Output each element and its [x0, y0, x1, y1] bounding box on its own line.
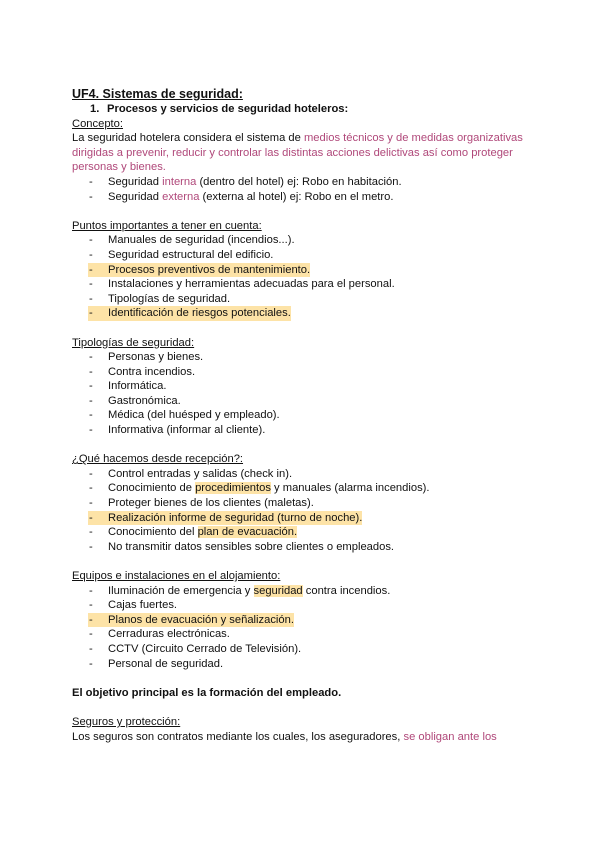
- list-item: [72, 423, 542, 438]
- dash-bullet: -: [89, 365, 93, 378]
- seguros-heading: Seguros y protección:: [72, 715, 181, 728]
- list-item: [72, 365, 542, 380]
- section-number: 1.: [90, 103, 100, 115]
- item-text: Conocimiento del: [108, 526, 198, 539]
- item-text: Planos de evacuación y señalización.: [108, 613, 294, 626]
- list-item: [72, 350, 542, 365]
- dash-bullet: -: [89, 482, 93, 495]
- list-item: [72, 627, 542, 642]
- concepto-heading: Concepto:: [72, 117, 123, 130]
- list-item: [72, 394, 542, 409]
- item-text: Médica (del huésped y empleado).: [108, 409, 280, 422]
- objetivo-statement: El objetivo principal es la formación del empleado.: [72, 686, 342, 699]
- item-text: contra incendios.: [302, 584, 391, 597]
- list-item: [72, 467, 542, 482]
- list-item: [72, 657, 542, 672]
- list-item: [72, 496, 542, 511]
- item-pink-text: externa: [162, 190, 200, 203]
- recepcion-heading: ¿Qué hacemos desde recepción?:: [72, 453, 244, 466]
- dash-bullet: -: [89, 424, 93, 437]
- list-item: [72, 525, 542, 540]
- item-text: Cerraduras electrónicas.: [108, 628, 230, 641]
- concepto-paragraph: [72, 131, 542, 175]
- item-text: Control entradas y salidas (check in).: [108, 467, 293, 480]
- dash-bullet: -: [89, 380, 93, 393]
- list-item-highlighted: [88, 613, 294, 628]
- recepcion-list: [72, 467, 542, 555]
- list-item: [72, 292, 542, 307]
- item-pink-text: interna: [162, 175, 197, 188]
- section-heading: [90, 102, 542, 117]
- dash-bullet: -: [89, 190, 93, 203]
- dash-bullet: -: [89, 497, 93, 510]
- list-item: [72, 248, 542, 263]
- item-text: Seguridad estructural del edificio.: [108, 248, 274, 261]
- list-item: [72, 408, 542, 423]
- list-item: [72, 642, 542, 657]
- item-highlight-text: plan de evacuación.: [197, 526, 298, 539]
- dash-bullet: -: [89, 394, 93, 407]
- item-text: Informática.: [108, 380, 167, 393]
- item-text: Procesos preventivos de mantenimiento.: [108, 263, 311, 276]
- list-item: [72, 598, 542, 613]
- tipologias-heading: Tipologías de seguridad:: [72, 336, 195, 349]
- list-item: [72, 379, 542, 394]
- page-title: UF4. Sistemas de seguridad:: [72, 87, 243, 101]
- item-text: (externa al hotel) ej: Robo en el metro.: [199, 190, 394, 203]
- section-label: Procesos y servicios de seguridad hoteleros:: [107, 103, 349, 115]
- dash-bullet: -: [89, 599, 93, 612]
- item-text: No transmitir datos sensibles sobre clientes o empleados.: [108, 540, 395, 553]
- dash-bullet: -: [89, 409, 93, 422]
- item-text: Gastronómica.: [108, 394, 181, 407]
- item-text: Cajas fuertes.: [108, 599, 178, 612]
- item-text: Iluminación de emergencia y: [108, 584, 254, 597]
- item-text: Contra incendios.: [108, 365, 196, 378]
- list-item-highlighted: [88, 511, 362, 526]
- list-item: [72, 233, 542, 248]
- dash-bullet: -: [89, 511, 93, 524]
- seguros-text: Los seguros son contratos mediante los cuales, los aseguradores,: [72, 730, 404, 743]
- list-item-highlighted: [88, 306, 291, 321]
- equipos-heading: Equipos e instalaciones en el alojamiento:: [72, 570, 281, 582]
- concepto-pink-text: medios técnicos y de medidas organizativas dirigidas a prevenir, reducir y controlar las distintas acciones delictivas así como proteger personas y bienes.: [72, 132, 523, 174]
- list-item: [72, 584, 542, 599]
- item-highlight-text: seguridad: [253, 584, 303, 597]
- item-text: Manuales de seguridad (incendios...).: [108, 234, 295, 247]
- dash-bullet: -: [89, 263, 93, 276]
- list-item: [72, 190, 542, 205]
- seguros-pink-text: se obligan ante los: [403, 730, 497, 743]
- dash-bullet: -: [89, 642, 93, 655]
- item-text: Seguridad: [108, 190, 163, 203]
- list-item: [72, 540, 542, 555]
- item-text: Identificación de riesgos potenciales.: [108, 307, 291, 320]
- list-item-highlighted: [88, 263, 310, 278]
- dash-bullet: -: [89, 657, 93, 670]
- dash-bullet: -: [89, 613, 93, 626]
- item-text: Realización informe de seguridad (turno de noche).: [108, 511, 363, 524]
- dash-bullet: -: [89, 628, 93, 641]
- dash-bullet: -: [89, 307, 93, 320]
- list-item: [72, 175, 542, 190]
- dash-bullet: -: [89, 526, 93, 539]
- list-item: [72, 277, 542, 292]
- dash-bullet: -: [89, 584, 93, 597]
- seguros-paragraph: [72, 730, 542, 745]
- dash-bullet: -: [89, 278, 93, 291]
- dash-bullet: -: [89, 351, 93, 364]
- dash-bullet: -: [89, 467, 93, 480]
- item-text: Instalaciones y herramientas adecuadas para el personal.: [108, 278, 395, 291]
- item-text: Informativa (informar al cliente).: [108, 424, 266, 437]
- item-text: Proteger bienes de los clientes (maletas).: [108, 497, 314, 510]
- concepto-list: [72, 175, 542, 204]
- concepto-text: La seguridad hotelera considera el sistema de: [72, 132, 304, 145]
- dash-bullet: -: [89, 234, 93, 247]
- dash-bullet: -: [89, 175, 93, 188]
- tipologias-list: [72, 350, 542, 438]
- puntos-heading: Puntos importantes a tener en cuenta:: [72, 219, 262, 232]
- item-text: Conocimiento de: [108, 482, 196, 495]
- item-text: Tipologías de seguridad.: [108, 292, 231, 305]
- puntos-list: [72, 233, 542, 321]
- document-page: [72, 86, 542, 744]
- item-highlight-text: procedimientos: [195, 482, 271, 495]
- list-item: [72, 481, 542, 496]
- item-text: Seguridad: [108, 175, 163, 188]
- item-text: Personas y bienes.: [108, 351, 204, 364]
- item-text: y manuales (alarma incendios).: [270, 482, 430, 495]
- item-text: CCTV (Circuito Cerrado de Televisión).: [108, 642, 302, 655]
- item-text: (dentro del hotel) ej: Robo en habitación.: [196, 175, 402, 188]
- item-text: Personal de seguridad.: [108, 657, 224, 670]
- dash-bullet: -: [89, 540, 93, 553]
- dash-bullet: -: [89, 292, 93, 305]
- dash-bullet: -: [89, 248, 93, 261]
- equipos-list: [72, 584, 542, 672]
